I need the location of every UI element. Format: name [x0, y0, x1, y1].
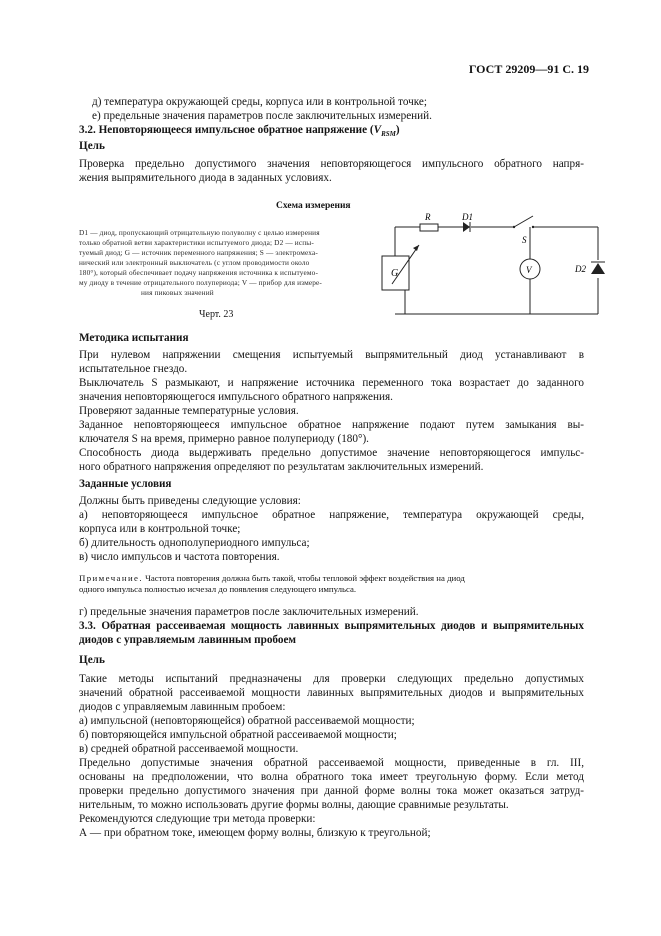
- switch-s-blade: [514, 216, 533, 227]
- section-3-2-heading: [79, 123, 400, 141]
- arrow-head-icon: [413, 245, 419, 251]
- switch-contact-icon: [513, 226, 515, 228]
- conditions-line: а) неповторяющееся импульсное обратное напряжение, температура окружающей среды,: [79, 509, 584, 521]
- section-3-3-heading-line-1: 3.3. Обратная рассеиваемая мощность лавинных выпрямительных диодов и выпрямительных: [79, 620, 584, 632]
- body-line: А — при обратном токе, имеющем форму волны, близкую к треугольной;: [79, 827, 431, 839]
- body-line: диодов с управляемым лавинным пробоем:: [79, 701, 286, 713]
- conditions-line: в) число импульсов и частота повторения.: [79, 551, 280, 563]
- body-line: нительным, то можно использовать другие формы волны, дающие сравнимые результаты.: [79, 799, 509, 811]
- diode-d2-icon: [591, 263, 605, 274]
- method-line: При нулевом напряжении смещения испытуемый выпрямительный диод устанавливают в: [79, 349, 584, 361]
- list-item-e: е) предельные значения параметров после заключительных измерений.: [92, 110, 432, 122]
- label-v: V: [526, 265, 532, 275]
- list-item-d: д) температура окружающей среды, корпуса или в контрольной точке;: [92, 96, 427, 108]
- method-line: Проверяют заданные температурные условия.: [79, 405, 299, 417]
- legend-line: 180°), который обеспечивает подачу напряжения источника к испытуемо-: [79, 268, 319, 277]
- method-line: значения неповторяющегося импульсного обратного напряжения.: [79, 391, 393, 403]
- figure-caption: Черт. 23: [199, 309, 234, 320]
- conditions-title: Заданные условия: [79, 478, 172, 490]
- legend-line: D1 — диод, пропускающий отрицательную полуволну с целью измерения: [79, 228, 320, 237]
- legend-line: нический или электронный выключатель (с углом проводимости около: [79, 258, 310, 267]
- label-r: R: [425, 212, 431, 222]
- section-3-2-heading-text: 3.2. Неповторяющееся импульсное обратное напряжение (: [79, 124, 374, 136]
- switch-contact-icon: [532, 226, 534, 228]
- note-label: Примечание.: [79, 573, 143, 583]
- conditions-line: б) длительность однополупериодного импульса;: [79, 537, 310, 549]
- list-item-g: г) предельные значения параметров после заключительных измерений.: [79, 606, 419, 618]
- goal-title-3-3: Цель: [79, 654, 105, 666]
- resistor-r: [420, 224, 438, 231]
- body-line: а) импульсной (неповторяющейся) обратной рассеиваемой мощности;: [79, 715, 415, 727]
- note-text: Частота повторения должна быть такой, чтобы тепловой эффект воздействия на диод: [145, 573, 465, 583]
- diode-d1-icon: [463, 222, 470, 232]
- note-line-1: [79, 573, 465, 584]
- goal-title-3-2: Цель: [79, 140, 105, 152]
- body-line: Рекомендуются следующие три метода проверки:: [79, 813, 316, 825]
- label-d2: D2: [575, 264, 586, 274]
- goal-text-line-1: Проверка предельно допустимого значения неповторяющегося импульсного обратного напря-: [79, 158, 584, 170]
- body-line: Такие методы испытаний предназначены для проверки следующих предельно допустимых: [79, 673, 584, 685]
- legend-line: ния пиковых значений: [141, 288, 214, 297]
- goal-text-line-2: жения выпрямительного диода в заданных условиях.: [79, 172, 332, 184]
- method-line: Выключатель S размыкают, и напряжение источника переменного тока возрастает до заданного: [79, 377, 584, 389]
- circuit-diagram: [370, 208, 610, 326]
- conditions-line: корпуса или в контрольной точке;: [79, 523, 241, 535]
- note-line-2: одного импульса полностью исчезал до появления следующего импульса.: [79, 584, 357, 594]
- section-3-3-heading-line-2: диодов с управляемым лавинным пробоем: [79, 634, 297, 646]
- legend-line: только обратной ветви характеристики испытуемого диода; D2 — испы-: [79, 238, 314, 247]
- label-d1: D1: [462, 212, 473, 222]
- label-s: S: [522, 235, 527, 245]
- legend-line: му диоду в течение отрицательного полупериода; V — прибор для измере-: [79, 278, 323, 287]
- scheme-title: Схема измерения: [276, 201, 351, 211]
- section-3-2-heading-sub: RSM: [381, 130, 396, 139]
- method-line: ключателя S на время, примерно равное полупериоду (180°).: [79, 433, 369, 445]
- method-line: испытательное гнездо.: [79, 363, 188, 375]
- body-line: основаны на предположении, что волна обратного тока имеет треугольную форму. Если метод: [79, 771, 584, 783]
- method-line: Способность диода выдерживать предельно допустимое значение неповторяющегося импульс-: [79, 447, 584, 459]
- legend-line: туемый диод; G — источник переменного напряжения; S — электромеха-: [79, 248, 318, 257]
- conditions-line: Должны быть приведены следующие условия:: [79, 495, 301, 507]
- body-line: Предельно допустимые значения обратной рассеиваемой мощности, приведенные в гл. III,: [79, 757, 584, 769]
- section-3-2-heading-close: ): [395, 124, 400, 136]
- method-title: Методика испытания: [79, 332, 189, 344]
- body-line: в) средней обратной рассеиваемой мощности.: [79, 743, 299, 755]
- body-line: проверки предельно допустимого значения при данной форме волны тока может оказаться затруд-: [79, 785, 584, 797]
- section-3-2-heading-symbol: V: [373, 124, 382, 136]
- method-line: ного обратного напряжения определяют по результатам заключительных измерений.: [79, 461, 484, 473]
- method-line: Заданное неповторяющееся импульсное обратное напряжение подают путем замыкания вы-: [79, 419, 584, 431]
- body-line: значений обратной рассеиваемой мощности лавинных выпрямительных диодов и выпрямительных: [79, 687, 584, 699]
- body-line: б) повторяющейся импульсной обратной рассеиваемой мощности;: [79, 729, 397, 741]
- page-header: ГОСТ 29209—91 С. 19: [468, 62, 589, 76]
- label-g: G: [391, 268, 399, 279]
